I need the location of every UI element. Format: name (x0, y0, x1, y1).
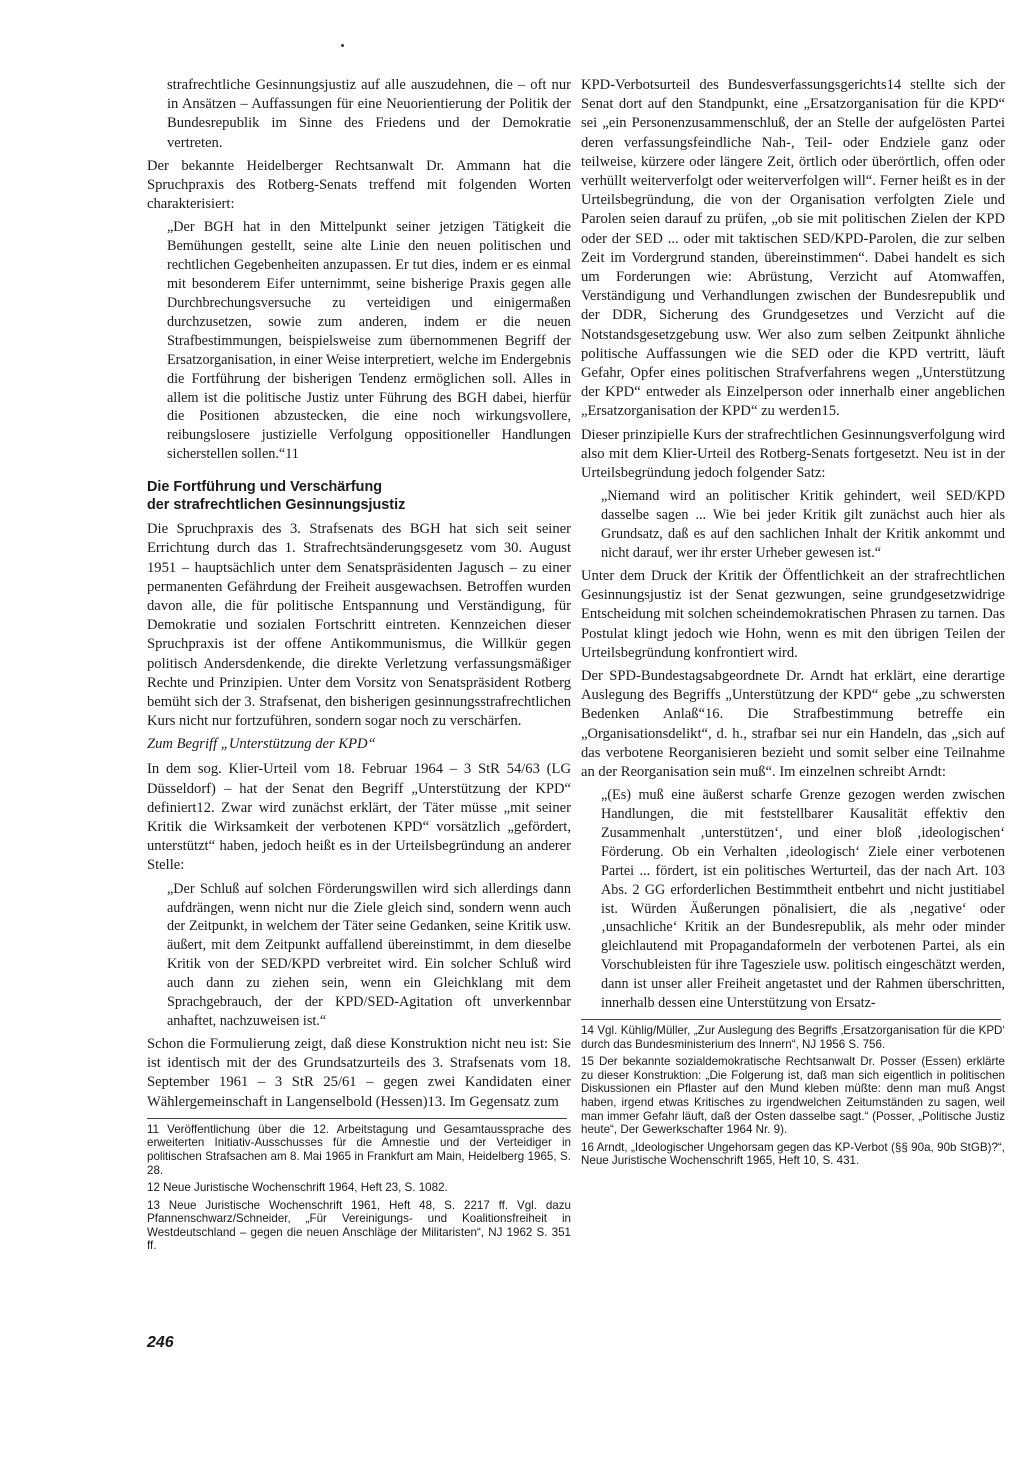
subheading: Zum Begriff „Unterstützung der KPD“ (147, 736, 376, 753)
paragraph: strafrechtliche Gesinnungsjustiz auf alle auszudehnen, die – oft nur in Ansätzen – Auffassungen für eine Neuorientierung der Politik der Bundesrepublik im Sinne des Friedens und der Demokratie vertreten. (167, 77, 571, 151)
block-quote: „Niemand wird an politischer Kritik gehindert, weil SED/KPD dasselbe sagen ... Wie bei jeder Kritik gilt zunächst auch hier als Grundsatz, daß es auf den sachlichen Inhalt der Kritik ankommt und nicht darauf, wer ihr erster Urheber gewesen ist.“ (601, 488, 1005, 561)
footnote: 14 Vgl. Kühlig/Müller, „Zur Auslegung des Begriffs ‚Ersatzorganisation für die KPD‘ durch das Bundesministerium des Innern“, NJ 1956 S. 756. (581, 1024, 1005, 1051)
block-quote: „(Es) muß eine äußerst scharfe Grenze gezogen werden zwischen Handlungen, die mit feststellbarer Kausalität effektiv den Zusammenhalt ‚unterstützen‘, und einer bloß ‚ideologischen‘ Förderung. Ob ein Verhalten ‚ideologisch‘ Ziele einer verbotenen Partei ... fördert, ist ein politisches Werturteil, das der nach Art. 103 Abs. 2 GG erforderlichen Bestimmtheit entbehrt und nicht justitiabel ist. Würden Äußerungen pönalisiert, die als ‚negative‘ oder ‚unsachliche‘ Kritik an der Bundesrepublik, als mehr oder minder gleichlautend mit Propagandaformeln der verbotenen Partei, als ein Vorschubleisten für ihre Tagesziele usw. politisch eingeschätzt werden, dann ist unser aller Freiheit angetastet und der Rahmen überschritten, innerhalb dessen eine Unterstützung von Ersatz- (601, 787, 1005, 1012)
right-column (581, 76, 1005, 1172)
section-heading-line: Die Fortführung und Verschärfung (147, 479, 383, 496)
footnote: 16 Arndt, „Ideologischer Ungehorsam gegen das KP-Verbot (§§ 90a, 90b StGB)?“, Neue Juristische Wochenschrift 1965, Heft 10, S. 431. (581, 1140, 1005, 1168)
block-quote: „Der Schluß auf solchen Förderungswillen wird sich allerdings dann aufdrängen, wenn nicht nur die Ziele gleich sind, sondern wenn auch der Zeitpunkt, in welchem der Täter seine Gedanken, seine Kritik usw. äußert, mit dem Zeitpunkt auffallend übereinstimmt, in dem dieselbe Kritik von der SED/KPD verbreitet wird. Ein solcher Schluß wird auch dann zu ziehen sein, wenn ein Gleichklang mit dem Sprachgebrauch, der der KPD/SED-Agitation oft unverkennbar anhaftet, nachzuweisen ist.“ (167, 880, 571, 1029)
paragraph: Der SPD-Bundestagsabgeordnete Dr. Arndt hat erklärt, eine derartige Auslegung des Begriffs „Unterstützung der KPD“ gebe „zu schwersten Bedenken Anlaß“16. Die Strafbestimmung betreffe ein „Organisationsdelikt“, d. h., strafbar sei nur ein Handeln, das „sich auf das verbotene Reorganisieren bezieht und somit selber eine Teilnahme an der Reorganisation sein muß“. Im einzelnen schreibt Arndt: (581, 667, 1005, 780)
footnote: 15 Der bekannte sozialdemokratische Rechtsanwalt Dr. Posser (Essen) erklärte zu dieser Konstruktion: „Die Folgerung ist, daß man sich eigentlich in politischen Diskussionen ein Pflaster auf den Mund kleben müßte: denn man muß Angst haben, irgend etwas Kritisches zu irgendwelchen Zeitumständen zu sagen, weil man immer Gefahr läuft, daß der Osten dasselbe sagt.“ (Posser, „Politische Justiz heute“, Der Gewerkschafter 1964 Nr. 9). (581, 1055, 1005, 1137)
paragraph: Unter dem Druck der Kritik der Öffentlichkeit an der strafrechtlichen Gesinnungsjustiz ist der Senat gezwungen, seine grundgesetzwidrige Entscheidung mit solchen scheindemokratischen Phrasen zu tarnen. Das Postulat klingt jedoch wie Hohn, wenn es mit den übrigen Teilen der Urteilsbegründung konfrontiert wird. (581, 567, 1005, 661)
page-number: 246 (147, 1334, 174, 1351)
footnote: 12 Neue Juristische Wochenschrift 1964, Heft 23, S. 1082. (147, 1181, 448, 1195)
print-speck (341, 44, 344, 47)
footnote-divider (147, 1118, 567, 1119)
footnote: 13 Neue Juristische Wochenschrift 1961, Heft 48, S. 2217 ff. Vgl. dazu Pfannenschwarz/Schneider, „Für Vereinigungs- und Koalitionsfreiheit in Westdeutschland – gegen die neuen Anschläge der Militaristen“, NJ 1962 S. 351 ff. (147, 1198, 571, 1253)
footnote-divider (581, 1019, 1001, 1020)
section-heading-line: der strafrechtlichen Gesinnungsjustiz (147, 497, 406, 514)
paragraph: Schon die Formulierung zeigt, daß diese Konstruktion nicht neu ist: Sie ist identisch mit der des Grundsatzurteils des 3. Strafsenats vom 18. September 1961 – 3 StR 25/61 – gegen zwei Kandidaten einer Wählergemeinschaft in Langenselbold (Hessen)13. Im Gegensatz zum (147, 1035, 571, 1110)
paragraph: KPD-Verbotsurteil des Bundesverfassungsgerichts14 stellte sich der Senat dort auf den Standpunkt, eine „Ersatzorganisation für die KPD“ sei „ein Personenzusammenschluß, der an Stelle der aufgelösten Partei deren verfassungsfeindliche Nah-, Teil- oder Endziele ganz oder teilweise, kürzere oder längere Zeit, örtlich oder überörtlich, offen oder verhüllt weiterverfolgt oder weiterverfolgen will“. Ferner heißt es in der Urteilsbegründung, die von der Organisation verfolgten Ziele und Parolen seien darauf zu prüfen, „ob sie mit politischen Zielen der KPD oder der SED ... oder mit taktischen SED/KPD-Parolen, die zur selben Zeit im Vordergrund standen, übereinstimmen“. Dabei handelt es sich um Forderungen wie: Abrüstung, Verzicht auf Atomwaffen, Verständigung und Verhandlungen zwischen der Bundesrepublik und der DDR, Sicherung des Grundgesetzes und Verzicht auf die Notstandsgesetzgebung usw. Wer also zum selben Zeitpunkt ähnliche politische Auffassungen wie die SED oder die KPD vertritt, läuft Gefahr, Opfer eines politischen Strafverfahrens wegen „Unterstützung der KPD“ entweder als Einzelperson oder innerhalb einer angeblichen „Ersatzorganisation der KPD“ zu werden15. (581, 77, 1005, 420)
paragraph: Die Spruchpraxis des 3. Strafsenats des BGH hat sich seit seiner Errichtung durch das 1. Strafrechtsänderungsgesetz vom 30. August 1951 – hauptsächlich unter dem Senatspräsidenten Jagusch – zu einer permanenten Gefährdung der Freiheit ausgewachsen. Betroffen wurden davon alle, die für politische Entspannung und Verständigung, für Demokratie und sozialen Fortschritt eintreten. Kennzeichen dieser Spruchpraxis ist der offene Antikommunismus, die Willkür gegen politisch Andersdenkende, die direkte Verletzung verfassungsmäßiger Rechte und Prinzipien. Unter dem Vorsitz von Senatspräsident Rotberg bemüht sich der 3. Strafsenat, den bisherigen gesinnungsstrafrechtlichen Kurs nicht nur fortzuführen, sondern sogar noch zu verschärfen. (147, 521, 571, 730)
section-heading (147, 478, 571, 514)
block-quote: „Der BGH hat in den Mittelpunkt seiner jetzigen Tätigkeit die Bemühungen gestellt, seine alte Linie den neuen politischen und rechtlichen Gegebenheiten anzupassen. Er tut dies, indem er es einmal mit besonderem Eifer unternimmt, seine bisherige Praxis gegen alle Durchbrechungsversuche zu verteidigen und einigermaßen durchzusetzen, sowie zum anderen, indem er die neuen Strafbestimmungen, beispielsweise zum übernommenen Begriff der Ersatzorganisation, in einer Weise interpretiert, welche im Endergebnis die Fortführung der bisherigen Tendenz ermöglichen soll. Alles in allem ist die politische Justiz unter Führung des BGH dabei, hierfür die Positionen abzustecken, die eine noch wirkungsvollere, reibungslosere justizielle Verfolgung oppositioneller Handlungen sicherstellen sollen.“11 (167, 219, 571, 463)
paragraph: In dem sog. Klier-Urteil vom 18. Februar 1964 – 3 StR 54/63 (LG Düsseldorf) – hat der Senat den Begriff „Unterstützung der KPD“ definiert12. Zwar wird zunächst erklärt, der Täter müsse „mit seiner Kritik die Wirksamkeit der verbotenen KPD“ vorsätzlich „gefördert, unterstützt“ haben, jedoch heißt es in der Urteilsbegründung an anderer Stelle: (147, 761, 571, 874)
paragraph: Der bekannte Heidelberger Rechtsanwalt Dr. Ammann hat die Spruchpraxis des Rotberg-Senats treffend mit folgenden Worten charakterisiert: (147, 157, 571, 213)
footnote: 11 Veröffentlichung über die 12. Arbeitstagung und Gesamtaussprache des erweiterten Initiativ-Ausschusses für die Amnestie und der Verteidiger in politischen Strafsachen am 8. Mai 1965 in Frankfurt am Main, Heidelberg 1965, S. 28. (147, 1122, 571, 1177)
paragraph: Dieser prinzipielle Kurs der strafrechtlichen Gesinnungsverfolgung wird also mit dem Klier-Urteil des Rotberg-Senats fortgesetzt. Neu ist in der Urteilsbegründung jedoch folgender Satz: (581, 426, 1005, 482)
left-column (147, 76, 571, 1257)
